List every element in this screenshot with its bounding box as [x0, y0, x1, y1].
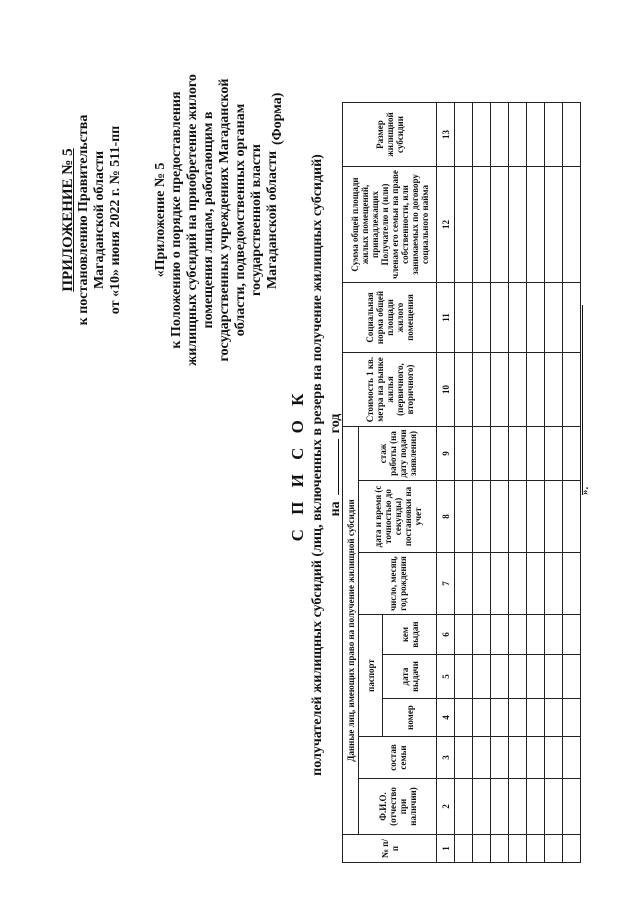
table-cell — [527, 353, 545, 427]
table-cell — [545, 779, 563, 835]
table-cell — [545, 737, 563, 779]
table-cell — [473, 103, 491, 167]
decree-number: 511-пп — [108, 125, 123, 167]
table-cell — [545, 103, 563, 167]
appendix-line: государственных учреждениях Магаданской — [217, 78, 232, 362]
appendix-header — [153, 70, 281, 370]
table-cell — [545, 835, 563, 863]
table-cell — [545, 553, 563, 615]
table-cell — [509, 779, 527, 835]
group-header: Данные лиц, имеющих право на получение жилищной субсидии — [343, 427, 359, 835]
approval-line: к постановлению Правительства — [76, 114, 91, 326]
table-cell — [473, 553, 491, 615]
column-number: 7 — [437, 553, 455, 615]
column-number: 12 — [437, 167, 455, 283]
table-row — [545, 103, 563, 863]
column-number: 6 — [437, 615, 455, 655]
table-cell — [527, 103, 545, 167]
table-cell — [455, 427, 473, 481]
table-cell — [545, 615, 563, 655]
table-row — [491, 103, 509, 863]
form-label: (Форма) — [270, 92, 285, 145]
table-cell — [491, 167, 509, 283]
table-cell — [491, 427, 509, 481]
table-cell — [545, 655, 563, 699]
table-cell — [563, 699, 581, 737]
appendix-line: жилищных субсидий на приобретение жилого — [185, 74, 200, 366]
table-cell — [455, 737, 473, 779]
table-row — [509, 103, 527, 863]
table-cell — [491, 655, 509, 699]
col-header-birth: число, месяц, год рождения — [359, 553, 437, 615]
list-title-block — [288, 85, 344, 845]
table-cell — [455, 553, 473, 615]
recipients-table — [342, 102, 581, 863]
year-prefix: на — [328, 501, 343, 517]
table-cell — [527, 699, 545, 737]
col-header-family: состав семьи — [359, 737, 437, 779]
decree-date-text: от «10» июня 2022 г. — [108, 187, 123, 315]
table-cell — [473, 427, 491, 481]
closing-quote: ». — [579, 486, 591, 495]
table-row — [455, 103, 473, 863]
table-cell — [455, 103, 473, 167]
list-subtitle: получателей жилищных субсидий (лиц, включенных в резерв на получение жилищных субсидий) — [310, 154, 325, 776]
column-number: 2 — [437, 779, 455, 835]
table-cell — [473, 615, 491, 655]
table-cell — [527, 553, 545, 615]
table-cell — [473, 283, 491, 353]
table-cell — [545, 167, 563, 283]
table-cell — [527, 615, 545, 655]
appendix-line: государственной власти — [249, 144, 264, 296]
appendix-title: «Приложение № 5 — [153, 162, 168, 278]
footer-signature-line — [579, 305, 592, 495]
table-cell — [545, 283, 563, 353]
table-cell — [509, 737, 527, 779]
table-cell — [545, 481, 563, 553]
table-cell — [473, 655, 491, 699]
year-suffix: год — [328, 413, 343, 434]
table-cell — [509, 103, 527, 167]
column-number: 4 — [437, 699, 455, 737]
column-number: 1 — [437, 835, 455, 863]
table-cell — [509, 283, 527, 353]
table-cell — [491, 553, 509, 615]
table-cell — [455, 283, 473, 353]
table-cell — [563, 737, 581, 779]
table-cell — [527, 779, 545, 835]
table-cell — [491, 283, 509, 353]
col-header-area: Сумма общей площади жилых помещений, принадлежащих Получателю и (или) членам его семьи на праве собственности, или занимаемых по договору социального найма — [343, 167, 437, 283]
table-cell — [455, 481, 473, 553]
appendix-line: к Положению о порядке предоставления — [169, 91, 184, 349]
column-number: 8 — [437, 481, 455, 553]
col-header-size: Размер жилищной субсидии — [343, 103, 437, 167]
table-cell — [473, 481, 491, 553]
table-cell — [527, 481, 545, 553]
table-cell — [455, 615, 473, 655]
table-cell — [527, 655, 545, 699]
table-cell — [563, 167, 581, 283]
col-header-work: стаж работы (на дату подачи заявления) — [359, 427, 437, 481]
decree-date — [108, 70, 124, 370]
col-header-price: Стоимость 1 кв. метра на рынке жилья (первичного, вторичного) — [343, 353, 437, 427]
approval-title: ПРИЛОЖЕНИЕ № 5 — [60, 148, 76, 292]
table-cell — [563, 283, 581, 353]
table-cell — [473, 699, 491, 737]
table-row — [527, 103, 545, 863]
table-cell — [455, 779, 473, 835]
passport-header: паспорт — [359, 615, 383, 737]
table-cell — [473, 167, 491, 283]
table-cell — [563, 353, 581, 427]
table-cell — [563, 103, 581, 167]
table-cell — [491, 779, 509, 835]
table-cell — [545, 353, 563, 427]
table-cell — [527, 835, 545, 863]
decree-number-sign: № — [108, 170, 123, 185]
col-header-pass-number: номер — [383, 699, 437, 737]
table-cell — [509, 699, 527, 737]
col-header-fio: Ф.И.О. (отчество при наличии) — [359, 779, 437, 835]
table-row — [473, 103, 491, 863]
appendix-line: Магаданской области — [265, 150, 280, 290]
table-cell — [509, 481, 527, 553]
table-cell — [563, 427, 581, 481]
appendix-line: помещения лицам, работающим в — [201, 111, 216, 329]
table-cell — [455, 835, 473, 863]
table-cell — [509, 167, 527, 283]
table-cell — [527, 737, 545, 779]
table-cell — [473, 737, 491, 779]
table-cell — [527, 427, 545, 481]
col-header-norm: Социальная норма общей площади жилого помещения — [343, 283, 437, 353]
table-cell — [563, 615, 581, 655]
table-cell — [473, 353, 491, 427]
table-cell — [491, 835, 509, 863]
table-cell — [545, 427, 563, 481]
table-cell — [491, 737, 509, 779]
table-cell — [491, 615, 509, 655]
table-cell — [527, 283, 545, 353]
col-header-pass-issuer: кем выдан — [383, 615, 437, 655]
table-cell — [509, 427, 527, 481]
table-cell — [491, 103, 509, 167]
table-cell — [509, 553, 527, 615]
underline — [582, 305, 583, 495]
appendix-line: области, подведомственных органам — [233, 103, 248, 337]
table-cell — [509, 835, 527, 863]
table-cell — [473, 835, 491, 863]
column-number: 5 — [437, 655, 455, 699]
col-header-pass-date: дата выдачи — [383, 655, 437, 699]
table-cell — [473, 779, 491, 835]
table-cell — [455, 655, 473, 699]
column-number: 11 — [437, 283, 455, 353]
table-cell — [509, 655, 527, 699]
table-cell — [545, 699, 563, 737]
list-title: С П И С О К — [288, 388, 307, 542]
table-cell — [563, 655, 581, 699]
table-cell — [491, 353, 509, 427]
year-blank — [326, 439, 339, 495]
table-cell — [491, 699, 509, 737]
column-number: 9 — [437, 427, 455, 481]
approval-header — [60, 70, 124, 370]
column-number: 13 — [437, 103, 455, 167]
table-cell — [455, 699, 473, 737]
table-cell — [509, 615, 527, 655]
column-number: 3 — [437, 737, 455, 779]
table-cell — [527, 167, 545, 283]
table-cell — [563, 779, 581, 835]
table-cell — [563, 481, 581, 553]
col-header-num: № п/п — [343, 835, 437, 863]
table-cell — [455, 353, 473, 427]
table-cell — [563, 835, 581, 863]
table-row — [563, 103, 581, 863]
column-number: 10 — [437, 353, 455, 427]
table-cell — [563, 553, 581, 615]
table-cell — [455, 167, 473, 283]
col-header-reg-date: дата и время (с точностью до секунды) постановки на учет — [359, 481, 437, 553]
approval-line: Магаданской области — [92, 150, 107, 290]
table-cell — [509, 353, 527, 427]
table-cell — [491, 481, 509, 553]
